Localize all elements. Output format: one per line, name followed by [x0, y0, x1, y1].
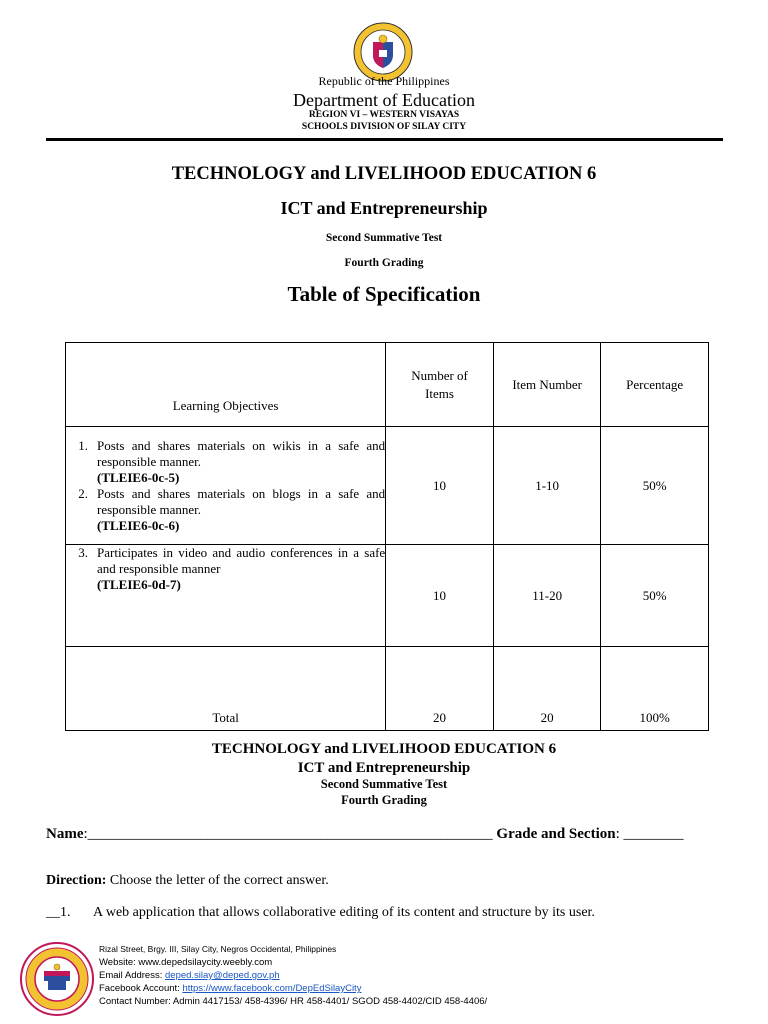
- document-title: TECHNOLOGY and LIVELIHOOD EDUCATION 6: [171, 164, 597, 184]
- item-number-cell: 11-20: [493, 545, 600, 647]
- grading-period: Fourth Grading: [344, 257, 424, 269]
- direction-text: Choose the letter of the correct answer.: [106, 873, 329, 888]
- test-grading: Fourth Grading: [341, 793, 427, 807]
- test-title: TECHNOLOGY and LIVELIHOOD EDUCATION 6: [211, 741, 557, 757]
- total-item-number: 20: [493, 647, 600, 731]
- objective-item: 2. Posts and shares materials on blogs in a safe and responsible manner. (TLEIE6-0c-6): [78, 485, 386, 533]
- footer-facebook-line: Facebook Account: https://www.facebook.com/DepEdSilayCity: [99, 983, 362, 994]
- name-field[interactable]: :______________________________________________________: [83, 826, 493, 842]
- direction-line: [46, 873, 329, 889]
- percentage-cell: 50%: [601, 545, 709, 647]
- item-number-cell: 1-10: [493, 427, 600, 545]
- header-number-of-items: Number of Items: [386, 343, 494, 427]
- document-subject: ICT and Entrepreneurship: [280, 198, 488, 218]
- table-header-row: [66, 343, 709, 427]
- header-percentage: Percentage: [601, 343, 709, 427]
- division-text: SCHOOLS DIVISION OF SILAY CITY: [301, 122, 467, 132]
- specification-table: [65, 342, 709, 731]
- test-name: Second Summative Test: [320, 777, 448, 791]
- name-grade-line: [46, 826, 684, 843]
- republic-text: Republic of the Philippines: [318, 74, 450, 88]
- name-label: Name: [46, 826, 84, 842]
- footer-address: Rizal Street, Brgy. III, Silay City, Negros Occidental, Philippines: [99, 944, 337, 954]
- question-text: A web application that allows collaborative editing of its content and structure by its user.: [93, 905, 595, 920]
- test-subject: ICT and Entrepreneurship: [297, 760, 471, 776]
- question-number[interactable]: __1.: [46, 905, 71, 920]
- items-cell: 10: [386, 545, 494, 647]
- table-row: [66, 427, 709, 545]
- objectives-cell: [66, 427, 386, 545]
- objectives-cell: [66, 545, 386, 647]
- items-cell: 10: [386, 427, 494, 545]
- footer-website: Website: www.depedsilaycity.weebly.com: [99, 957, 273, 968]
- test-name: Second Summative Test: [325, 232, 443, 244]
- footer-contact: [99, 943, 487, 1008]
- header-divider: [46, 138, 723, 141]
- grade-section-field[interactable]: : ________: [615, 826, 684, 842]
- total-row: [66, 647, 709, 731]
- total-percentage: 100%: [601, 647, 709, 731]
- question-item: [46, 905, 595, 921]
- header-item-number: Item Number: [493, 343, 600, 427]
- email-link[interactable]: deped.silay@deped.gov.ph: [165, 970, 280, 981]
- region-text: REGION VI – WESTERN VISAYAS: [308, 110, 460, 120]
- direction-label: Direction:: [46, 873, 107, 888]
- percentage-cell: 50%: [601, 427, 709, 545]
- objective-item: 1. Posts and shares materials on wikis in a safe and responsible manner. (TLEIE6-0c-5): [78, 437, 386, 485]
- total-items: 20: [386, 647, 494, 731]
- footer-email-line: Email Address: deped.silay@deped.gov.ph: [99, 970, 280, 981]
- header-learning-objectives: Learning Objectives: [66, 343, 386, 427]
- footer-contact-numbers: Contact Number: Admin 4417153/ 458-4396/ HR 458-4401/ SGOD 458-4402/CID 458-4406/: [99, 996, 488, 1007]
- objective-item: 3. Participates in video and audio conferences in a safe and responsible manner (TLEIE6-0d-7): [78, 545, 386, 592]
- tos-title: Table of Specification: [287, 282, 481, 306]
- department-name: Department of Education: [293, 90, 475, 110]
- deped-seal-icon: [353, 22, 413, 82]
- table-row: [66, 545, 709, 647]
- total-label: Total: [66, 647, 386, 731]
- facebook-link[interactable]: https://www.facebook.com/DepEdSilayCity: [182, 983, 362, 994]
- grade-section-label: Grade and Section: [496, 826, 616, 842]
- division-seal-icon: [20, 942, 94, 1016]
